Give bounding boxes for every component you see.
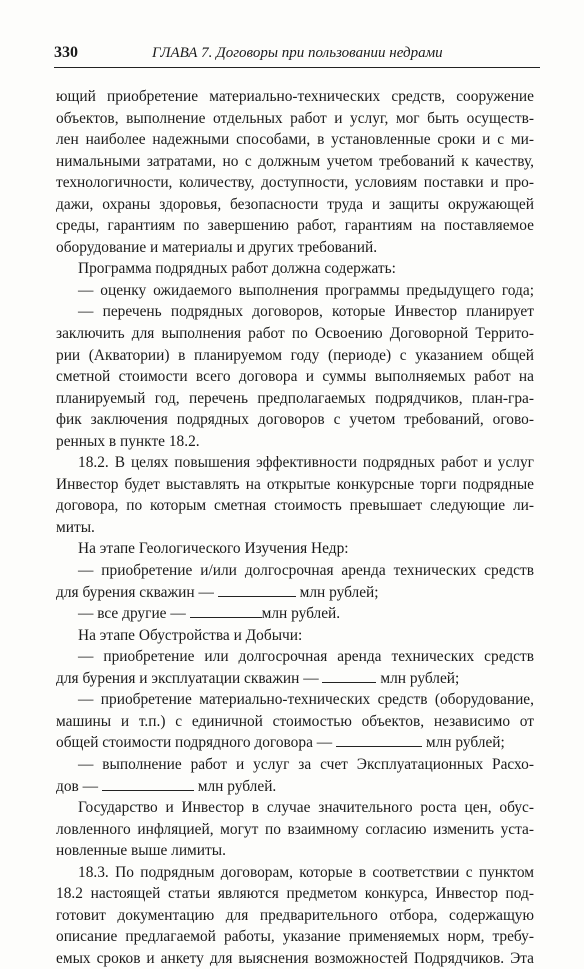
line-text: млн рублей. (261, 605, 341, 623)
line-text: дов — (56, 777, 99, 795)
text-line: дажи, охраны здоровья, безопасности труда и защиты окружающей (56, 195, 534, 213)
text-line: рии (Акватории) в планируемом году (периоде) с указанием общей (56, 346, 534, 364)
text-line (56, 776, 534, 798)
text-line: — оценку ожидаемого выполнения программы предыдущего года; (78, 281, 534, 299)
blank-field (190, 605, 262, 618)
text-line (56, 603, 534, 625)
blank-field (218, 584, 296, 597)
running-header (54, 44, 540, 66)
text-line: — приобретение и/или долгосрочная аренда технических средств (78, 562, 534, 580)
text-line: заключить для выполнения работ по Освоению Договорной Террито- (56, 325, 534, 343)
text-line: На этапе Обустройства и Добычи: (78, 626, 303, 644)
text-line: описание предлагаемой работы, указание применяемых норм, требу- (56, 928, 534, 946)
text-line: — перечень подрядных договоров, которые Инвестор планирует (78, 303, 534, 321)
text-line (56, 582, 534, 604)
text-line: Государство и Инвестор в случае значительного роста цен, обус- (78, 799, 534, 817)
page-text (56, 86, 534, 969)
line-text: млн рублей. (197, 777, 277, 795)
text-line: На этапе Геологического Изучения Недр: (78, 540, 349, 558)
text-line: сметной стоимости всего договора и суммы выполняемых работ на (56, 368, 534, 386)
line-text: общей стоимости подрядного договора — (56, 734, 333, 752)
text-line: 18.3. По подрядным договорам, которые в соответствии с пунктом (78, 863, 534, 881)
text-line: технологичности, количеству, доступности, условиям поставки и про- (56, 174, 534, 192)
text-line (56, 668, 534, 690)
line-text: — все другие — (78, 605, 186, 623)
text-line: среды, гарантиям по завершению работ, гарантиям на поставляемое (56, 217, 534, 235)
text-line: Инвестор будет выставлять на открытые конкурсные торги подрядные (56, 475, 534, 493)
text-line: 18.2. В целях повышения эффективности подрядных работ и услуг (78, 454, 534, 472)
text-line: планируемый год, перечень предполагаемых подрядчиков, план-гра- (56, 389, 534, 407)
line-text: для бурения скважин — (56, 583, 214, 601)
text-line: — выполнение работ и услуг за счет Эксплуатационных Расхо- (78, 755, 534, 773)
line-text: для бурения и эксплуатации скважин — (56, 669, 319, 687)
text-line: готовит документацию для предварительного отбора, содержащую (56, 906, 534, 924)
blank-field (336, 734, 422, 747)
text-line: ловленного инфляцией, могут по взаимному согласию изменить уста- (56, 820, 534, 838)
text-line: емых сроков и анкету для выяснения возможностей Подрядчиков. Эта (56, 949, 534, 967)
text-line: — приобретение материально-технических средств (оборудование, (78, 691, 534, 709)
text-line: ренных в пункте 18.2. (56, 432, 200, 450)
text-line: новленные выше лимиты. (56, 842, 226, 860)
text-line (56, 732, 534, 754)
blank-field (322, 670, 376, 683)
text-line: машины и т.п.) с единичной стоимостью объектов, независимо от (56, 712, 534, 730)
line-text: млн рублей; (380, 669, 460, 687)
text-line: — приобретение или долгосрочная аренда технических средств (78, 648, 534, 666)
header-rule (54, 67, 540, 68)
chapter-title: ГЛАВА 7. Договоры при пользовании недрами (152, 45, 443, 61)
text-line: фик заключения подрядных договоров с учетом требований, огово- (56, 411, 534, 429)
text-line: объектов, выполнение отдельных работ и услуг, мог быть осуществ- (56, 109, 534, 127)
text-line: договора, по которым сметная стоимость превышает следующие ли- (56, 497, 534, 515)
blank-field (102, 778, 194, 791)
line-text: млн рублей; (299, 583, 379, 601)
text-line: миты. (56, 518, 95, 536)
text-line: Программа подрядных работ должна содержать: (78, 260, 396, 278)
text-line: лен наиболее надежными способами, в установленные сроки и с ми- (56, 131, 534, 149)
text-line: нимальными затратами, но с должным учетом требований к качеству, (56, 152, 534, 170)
text-line: ющий приобретение материально-технических средств, сооружение (56, 88, 534, 105)
line-text: млн рублей; (425, 734, 505, 752)
page-number: 330 (54, 44, 78, 61)
text-line: оборудование и материалы и других требований. (56, 238, 378, 256)
text-line: 18.2 настоящей статьи являются предметом конкурса, Инвестор под- (56, 885, 534, 903)
